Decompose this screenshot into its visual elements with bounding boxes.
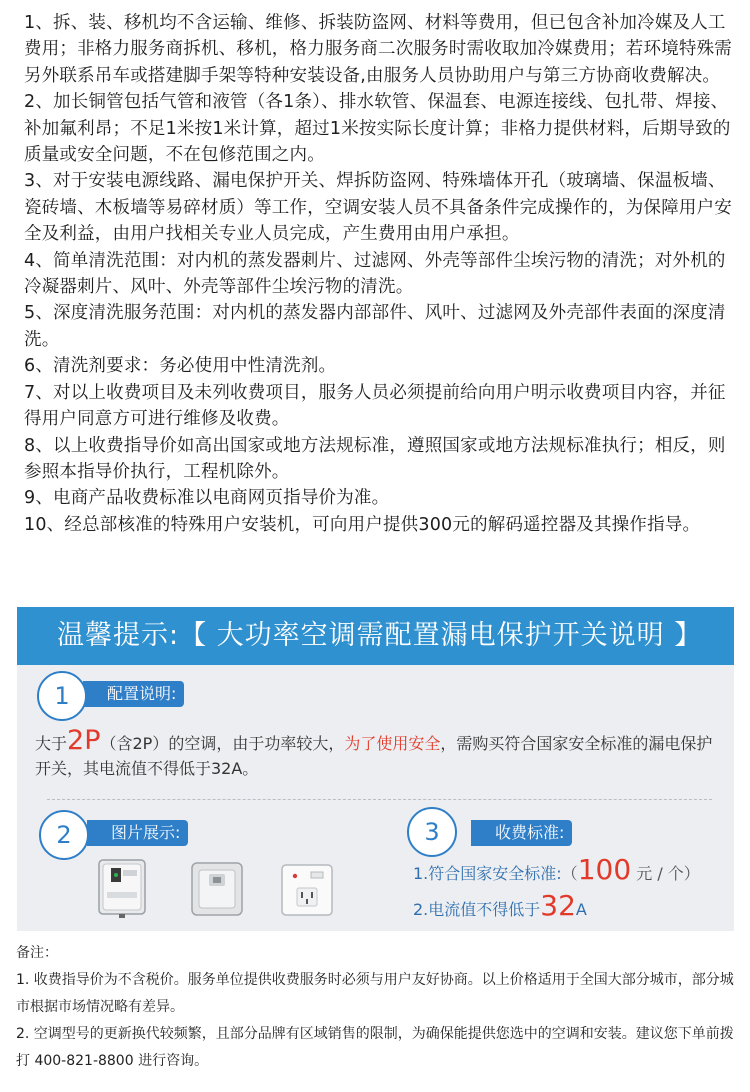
fee-line-2: [413, 889, 587, 922]
socket-switch-image: [281, 864, 333, 916]
notice-title: 温馨提示:【 大功率空调需配置漏电保护开关说明 】: [57, 620, 703, 651]
remark-1: 1. 收费指导价为不含税价。服务单位提供收费服务时必须与用户友好协商。以上价格适用于全国大部分城市，部分城市根据市场情况略有差异。: [16, 972, 734, 1015]
rule-9: 9、电商产品收费标准以电商网页指导价为准。: [24, 488, 390, 509]
config-safety-highlight: 为了使用安全: [344, 734, 441, 753]
rule-10: 10、经总部核准的特殊用户安装机，可向用户提供300元的解码遥控器及其操作指导。: [24, 514, 701, 535]
current-value: 32: [540, 889, 576, 922]
section-number-3: 3: [407, 807, 457, 857]
notice-banner: [17, 607, 734, 665]
fee-line-1: [413, 853, 700, 886]
fee-label: 收费标准:: [471, 820, 572, 846]
config-text-post: ，需购买符合国家安全标准的漏电保护开关，其电流值不得低于32A。: [35, 734, 713, 778]
rule-6: 6、清洗剂要求：务必使用中性清洗剂。: [24, 356, 337, 377]
fee-standard-text: 1.符合国家安全标准:: [413, 864, 562, 883]
remarks-heading: 备注：: [16, 945, 58, 961]
rule-4: 4、简单清洗范围：对内机的蒸发器刺片、过滤网、外壳等部件尘埃污物的清洗；对外机的冷凝器刺片、风叶、外壳等部件尘埃污物的清洗。: [24, 250, 726, 298]
rule-1: 1、拆、装、移机均不含运输、维修、拆装防盗网、材料等费用，但已包含补加冷媒及人工费用；非格力服务商拆机、移机，格力服务商二次服务时需收取加冷媒费用；若环境特殊需另外联系吊车或搭建脚手架等特种安装设备,由服务人员协助用户与第三方协商收费解决。: [24, 13, 732, 86]
rule-7: 7、对以上收费项目及未列收费项目，服务人员必须提前给向用户明示收费项目内容，并征得用户同意方可进行维修及收费。: [24, 382, 726, 430]
fee-rules-list: [24, 10, 736, 538]
notice-panel: [17, 665, 734, 931]
leakage-switch-image-2: [189, 860, 245, 918]
config-label: 配置说明:: [83, 681, 184, 707]
section-number-1: 1: [37, 671, 87, 721]
fee-price-unit: 元 / 个）: [636, 864, 700, 883]
remark-2: 2. 空调型号的更新换代较频繁，且部分品牌有区域销售的限制，为确保能提供您选中的空调和安装。建议您下单前拨打 400-821-8800 进行咨询。: [16, 1026, 734, 1069]
pictures-label: 图片展示:: [87, 820, 188, 846]
remarks-section: [16, 940, 736, 1075]
section-divider: [47, 799, 712, 800]
config-text-pre: 大于: [35, 734, 68, 753]
config-text-mid: （含2P）的空调，由于功率较大，: [100, 734, 345, 753]
config-description: [35, 725, 715, 781]
fee-open-paren: （: [561, 864, 578, 883]
rule-2: 2、加长铜管包括气管和液管（各1条）、排水软管、保温套、电源连接线、包扎带、焊接、补加氟利昂；不足1米按1米计算，超过1米按实际长度计算；非格力提供材料，后期导致的质量或安全问题，不在包修范围之内。: [24, 92, 731, 166]
fee-price: 100: [577, 853, 632, 886]
rule-5: 5、深度清洗服务范围：对内机的蒸发器内部部件、风叶、过滤网及外壳部件表面的深度清洗。: [24, 303, 726, 350]
current-requirement-text: 2.电流值不得低于: [413, 900, 541, 919]
rule-8: 8、以上收费指导价如高出国家或地方法规标准，遵照国家或地方法规标准执行；相反，则参照本指导价执行，工程机除外。: [24, 435, 726, 482]
config-2p-highlight: 2P: [67, 725, 101, 756]
leakage-switch-image-1: [93, 858, 155, 920]
section-number-2: 2: [39, 810, 89, 860]
current-unit: A: [575, 900, 587, 919]
rule-3: 3、对于安装电源线路、漏电保护开关、焊拆防盗网、特殊墙体开孔（玻璃墙、保温板墙、瓷砖墙、木板墙等易碎材质）等工作，空调安装人员不具备条件完成操作的，为保障用户安全及利益，由用户找相关专业人员完成，产生费用由用户承担。: [24, 171, 732, 245]
